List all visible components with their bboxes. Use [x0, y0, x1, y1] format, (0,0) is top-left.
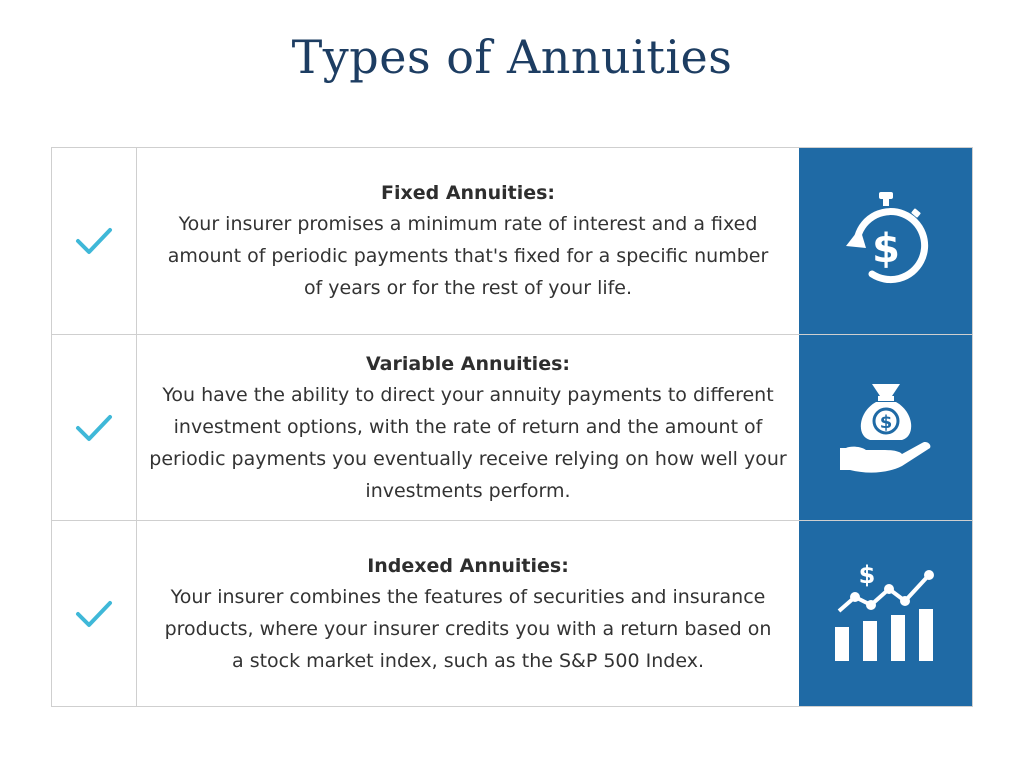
checkmark-icon [75, 226, 113, 256]
table-row-indexed [52, 520, 972, 706]
row-heading: Fixed Annuities: [380, 182, 556, 204]
row-body: You have the ability to direct your annuity payments to different investment options, with the rate of return and the amount of periodic payments you eventually receive relying on how well your investments perform. [149, 383, 787, 502]
row-heading: Indexed Annuities: [367, 554, 569, 577]
annuity-types-table [51, 147, 973, 707]
checkmark-icon [75, 599, 113, 629]
row-text [137, 335, 799, 520]
table-row-variable [52, 334, 972, 520]
row-text [137, 521, 799, 706]
svg-text:$: $ [879, 411, 892, 433]
table-row-fixed [52, 148, 972, 334]
hand-money-bag-icon [836, 378, 936, 478]
checkmark-icon [75, 413, 113, 443]
page-title: Types of Annuities [291, 30, 733, 84]
icon-panel [799, 148, 972, 334]
icon-panel [799, 521, 972, 706]
row-body: Your insurer combines the features of securities and insurance products, where your insurer credits you with a return based on a stock market index, such as the S&P 500 Index. [164, 585, 772, 672]
icon-panel [799, 335, 972, 520]
check-cell [52, 148, 137, 334]
check-cell [52, 335, 137, 520]
row-body: Your insurer promises a minimum rate of interest and a fixed amount of periodic payments that's fixed for a specific number of years or for the rest of your life. [167, 213, 769, 299]
svg-text:$: $ [871, 226, 900, 272]
row-text [137, 148, 799, 334]
stopwatch-dollar-icon [836, 186, 936, 296]
svg-text:$: $ [858, 560, 875, 589]
check-cell [52, 521, 137, 706]
row-heading: Variable Annuities: [366, 352, 570, 375]
growth-chart-dollar-icon [831, 559, 941, 669]
